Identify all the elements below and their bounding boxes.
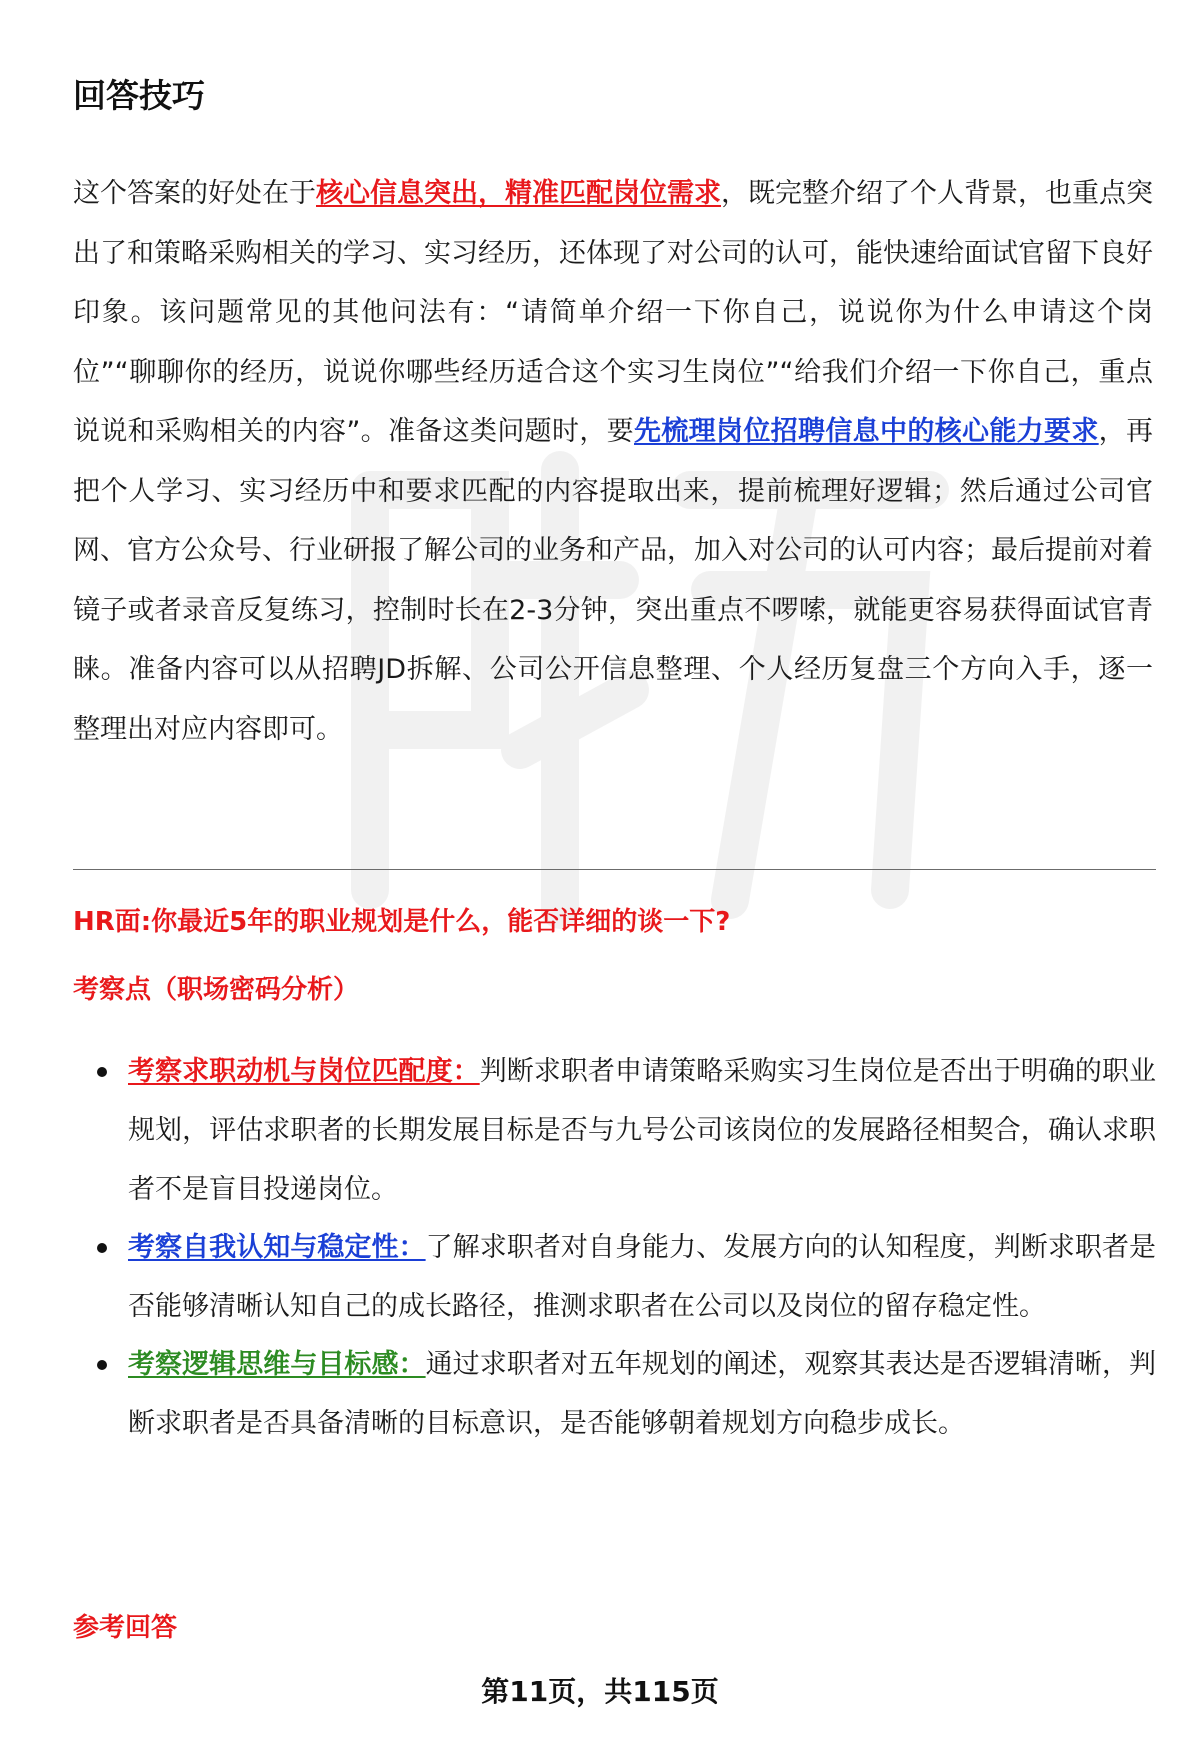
- kaocha-item-text: 通过求职者对五年规划的阐述，观察其表达是否逻辑清晰，判断求职者是否具备清晰的目标意识，是否能够朝着规划方向稳步成长。: [128, 1349, 1157, 1439]
- kaocha-item-text: 了解求职者对自身能力、发展方向的认知程度，判断求职者是否能够清晰认知自己的成长路径，推测求职者在公司以及岗位的留存稳定性。: [128, 1232, 1157, 1322]
- kaocha-list: [73, 1042, 1156, 1452]
- kaocha-item-motivation: [73, 1042, 1156, 1219]
- bullet-dot-icon: [97, 1067, 107, 1077]
- reference-answer-heading: 参考回答: [73, 1613, 178, 1643]
- kaocha-item-label: 考察自我认知与稳定性：: [128, 1232, 426, 1263]
- para-text-2: ，既完整介绍了个人背景，也重点突出了和策略采购相关的学习、实习经历，还体现了对公司的认可，能快速给面试官留下良好印象。该问题常见的其他问法有：“请简单介绍一下你自己，说说你为什么申请这个岗位”“聊聊你的经历，说说你哪些经历适合这个实习生岗位”“给我们介绍一下你自己，重点说说和采购相关的内容”。准备这类问题时，要: [73, 178, 1153, 447]
- para-text-3: ，再把个人学习、实习经历中和要求匹配的内容提取出来，提前梳理好逻辑；然后通过公司官网、官方公众号、行业研报了解公司的业务和产品，加入对公司的认可内容；最后提前对着镜子或者录音反复练习，控制时长在2-3分钟，突出重点不啰嗦，就能更容易获得面试官青睐。准备内容可以从招聘JD拆解、公司公开信息整理、个人经历复盘三个方向入手，逐一整理出对应内容即可。: [73, 416, 1154, 745]
- kaocha-item-self-awareness: [73, 1218, 1156, 1336]
- page-number-footer: 第11页，共115页: [481, 1675, 719, 1708]
- section-divider: [73, 869, 1156, 870]
- bullet-dot-icon: [97, 1360, 107, 1370]
- interview-question: HR面:你最近5年的职业规划是什么，能否详细的谈一下?: [73, 907, 731, 937]
- bullet-dot-icon: [97, 1243, 107, 1253]
- kaocha-item-label: 考察求职动机与岗位匹配度：: [128, 1056, 480, 1087]
- kaocha-heading: 考察点（职场密码分析）: [73, 975, 360, 1005]
- section-title: 回答技巧: [73, 76, 205, 115]
- kaocha-item-label: 考察逻辑思维与目标感：: [128, 1349, 426, 1380]
- highlight-core-ability: 先梳理岗位招聘信息中的核心能力要求: [634, 416, 1099, 447]
- answer-tips-paragraph: [73, 164, 1153, 759]
- highlight-core-info: 核心信息突出，精准匹配岗位需求: [316, 178, 721, 209]
- kaocha-item-logic: [73, 1335, 1156, 1453]
- kaocha-item-text: 判断求职者申请策略采购实习生岗位是否出于明确的职业规划，评估求职者的长期发展目标是否与九号公司该岗位的发展路径相契合，确认求职者不是盲目投递岗位。: [128, 1056, 1156, 1205]
- para-text-1: 这个答案的好处在于: [73, 178, 316, 209]
